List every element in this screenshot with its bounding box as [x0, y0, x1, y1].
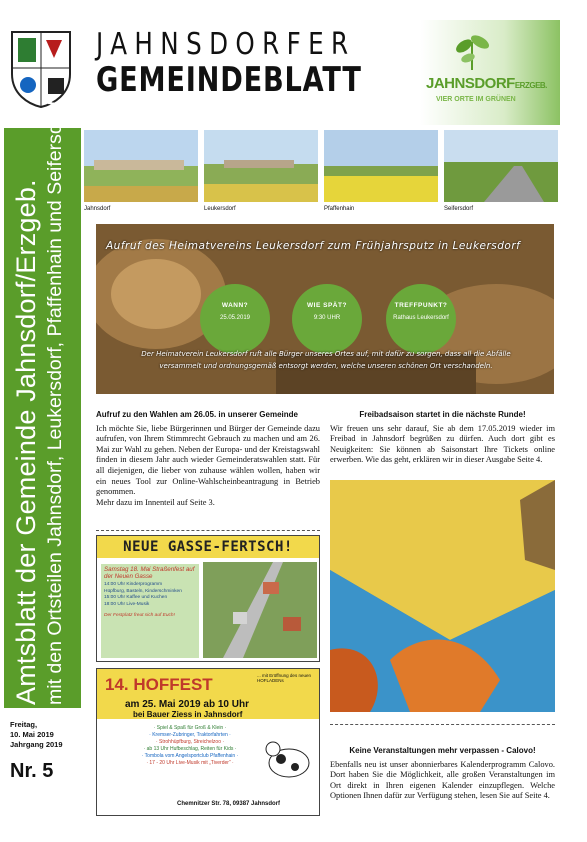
ad-gasse-item: 15:00 Uhr Kaffee und Kuchen — [104, 595, 168, 601]
issue-number: Nr. 5 — [10, 760, 54, 782]
ad-hoffest-item: · Strohhüpfburg, Streichelzoo · — [155, 739, 225, 745]
ad-gasse-fest — [96, 535, 320, 662]
masthead-line1: JAHNSDORFER — [96, 27, 356, 62]
cow-icon — [263, 729, 315, 789]
vertical-title-line2: mit den Ortsteilen Jahnsdorf, Leukersdorf, Pfaffenhain und Seifersdorf — [44, 100, 66, 705]
photo-pfaffenhain — [324, 130, 438, 202]
circle-head: TREFFPUNKT? — [394, 302, 448, 309]
banner-footer: Der Heimatverein Leukersdorf ruft alle Bürger unseres Ortes auf, mit dafür zu sorgen, dass all die Abfälle versammelt und ordnungsgemäß entsorgt werden, welche unseren schönen Ort verschandeln. — [141, 350, 511, 370]
vertical-title-line1: Amtsblatt der Gemeinde Jahnsdorf/Erzgeb. — [11, 179, 41, 705]
banner-circle-time — [292, 284, 362, 354]
ad-hoffest-date: am 25. Mai 2019 ab 10 Uhr — [125, 699, 249, 710]
circle-text: 9:30 UHR — [313, 315, 341, 321]
circle-text: Rathaus Leukersdorf — [393, 315, 449, 321]
logo-name: JAHNSDORF — [426, 75, 515, 92]
ad-hoffest-item: · ab 13 Uhr Hufbeschlag, Reiten für Kids · — [143, 746, 237, 752]
issue-volume: Jahrgang 2019 — [10, 740, 63, 749]
ad-hoffest-title: 14. HOFFEST — [105, 675, 213, 694]
ad-hoffest-list — [125, 725, 255, 767]
pool-slide-photo — [330, 480, 555, 712]
circle-head: WANN? — [221, 302, 249, 309]
divider — [96, 530, 320, 531]
ad-hoffest-opening: ... mit Eröffnung des neuen HOFLADENs — [257, 673, 311, 683]
issue-info — [10, 720, 63, 750]
ad-gasse-intro: Samstag 18. Mai Straßenfest auf der Neuen Gasse — [104, 566, 195, 580]
article-pool-heading: Freibadsaison startet in die nächste Runde! — [359, 410, 526, 419]
ad-hoffest-address: Chemnitzer Str. 78, 09387 Jahnsdorf — [177, 801, 281, 807]
photo-label-leukersdorf: Leukersdorf — [204, 206, 236, 212]
ad-gasse-footer: Der Festplatz freut sich auf Euch! — [104, 612, 175, 618]
logo-wordmark — [426, 75, 547, 92]
photo-jahnsdorf — [84, 130, 198, 202]
photo-label-pfaffenhain: Pfaffenhain — [324, 206, 355, 212]
banner-title: Aufruf des Heimatvereins Leukersdorf zum Frühjahrsputz in Leukersdorf — [106, 240, 521, 252]
ad-hoffest-item: · 17 - 20 Uhr Live-Musik mit „Tiverder“ · — [146, 760, 234, 766]
ad-gasse-item: Hüpfburg, Basteln, Kinderschminken — [104, 588, 182, 594]
logo-suffix: ERZGEB. — [514, 81, 547, 90]
event-banner — [96, 224, 554, 394]
masthead-line2: GEMEINDEBLATT — [96, 60, 362, 100]
photo-label-jahnsdorf: Jahnsdorf — [84, 206, 111, 212]
coat-of-arms-icon — [10, 30, 72, 108]
masthead — [96, 28, 428, 98]
article-election — [96, 410, 320, 508]
circle-head: WIE SPÄT? — [307, 302, 347, 309]
ad-gasse-item: 18:00 Uhr Live-Musik — [104, 601, 150, 607]
issue-weekday: Freitag, — [10, 720, 38, 729]
article-election-heading: Aufruf zu den Wahlen am 26.05. in unserer Gemeinde — [96, 410, 298, 419]
ad-gasse-title: NEUE GASSE-FERTSCH! — [97, 536, 319, 558]
article-pool — [330, 410, 555, 466]
ad-gasse-item: 14:00 Uhr Kinderprogramm — [104, 582, 163, 588]
ad-hoffest-item: · Tombola vom Angelsportclub Pfaffenhain · — [141, 753, 239, 759]
photo-strip — [84, 130, 557, 202]
photo-seifersdorf — [444, 130, 558, 202]
article-calovo — [330, 746, 555, 802]
article-election-more: Mehr dazu im Innenteil auf Seite 3. — [96, 497, 215, 507]
banner-circle-when — [200, 284, 270, 354]
ad-hoffest — [96, 668, 320, 816]
issue-date: 10. Mai 2019 — [10, 730, 54, 739]
sidebar — [0, 0, 83, 842]
photo-leukersdorf — [204, 130, 318, 202]
circle-text: 25.05.2019 — [219, 315, 251, 321]
divider — [330, 724, 555, 725]
photo-label-seifersdorf: Seifersdorf — [444, 206, 474, 212]
article-calovo-body: Ebenfalls neu ist unser abonnierbares Kalenderprogramm Calovo. Dort haben Sie die Möglichkeit, alle großen Veranstaltungen im Ort direkt in Ihren eigenen Kalender einzupflegen. Welche Optionen Ihnen dafür zur Verfügung stehen, lesen Sie auf Seite 4. — [330, 759, 555, 801]
ad-hoffest-item: · Kremser-Zubringer, Traktorfahrten · — [149, 732, 231, 738]
article-election-body: Ich möchte Sie, liebe Bürgerinnen und Bürger der Gemeinde dazu aufrufen, von Ihrem Stimmrecht Gebrauch zu machen und am 26. Mai zur Wahl zu gehen. Neben der Europa- und der Kreistagswahl finden in diesem Jahr auch wieder Gemeinderatswahlen statt. Für all diejenigen, die lieber von zuhause wählen wollen, haben wir ein neues Tool zur Online-Wahlscheinbeantragung in Betrieb genommen. — [96, 423, 320, 497]
article-calovo-heading: Keine Veranstaltungen mehr verpassen - Calovo! — [349, 746, 536, 755]
ad-hoffest-item: · Spiel & Spaß für Groß & Klein · — [153, 725, 227, 731]
article-pool-body: Wir freuen uns sehr darauf, Sie ab dem 17.05.2019 wieder im Freibad in Jahnsdorf begrüßen zu dürfen. Auch dort gibt es Neuigkeiten: Sie können ab Saisonstart Ihre Tickets online erwerben. Wie das geht, erklären wir in dieser Ausgabe Seite 4. — [330, 423, 555, 465]
ad-gasse-aerial-photo — [203, 562, 317, 658]
ad-gasse-text — [101, 564, 199, 658]
banner-circle-place — [386, 284, 456, 354]
ad-hoffest-location: bei Bauer Ziess in Jahnsdorf — [133, 710, 243, 719]
logo-tagline: VIER ORTE IM GRÜNEN — [436, 96, 516, 103]
